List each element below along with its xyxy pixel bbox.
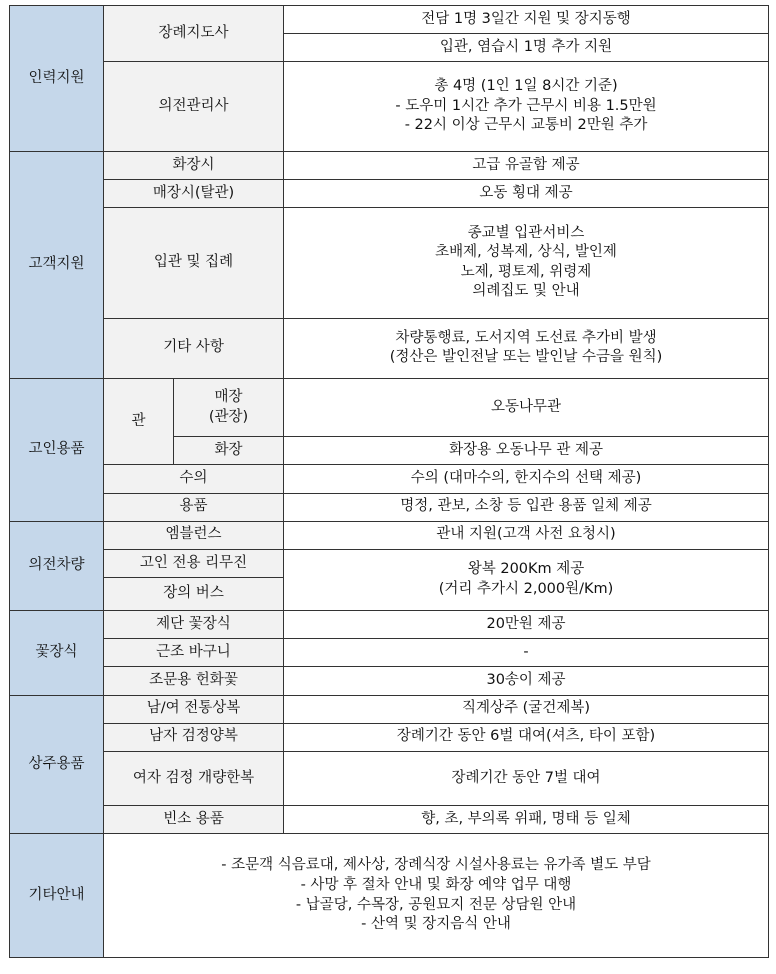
other-matters-line: (정산은 발인전날 또는 발인날 수금을 원칙) [389,349,663,366]
table-row [10,611,769,639]
supplies-label: 용품 [104,493,284,521]
cremation-coffin-value: 화장용 오동나무 관 제공 [284,437,769,465]
cremation-support-value: 고급 유골함 제공 [284,151,769,179]
burial-support-value: 오동 횡대 제공 [284,179,769,207]
other-info-line: - 조문객 식음료대, 제사상, 장례식장 시설사용료는 유가족 별도 부담 [221,857,651,874]
table-row [10,6,769,34]
other-matters-label: 기타 사항 [104,318,284,378]
encoffin-line: 의례집도 및 안내 [472,283,580,300]
cremation-coffin-label: 화장 [174,437,284,465]
altar-flowers-value: 20만원 제공 [284,611,769,639]
table-row [10,62,769,151]
shroud-label: 수의 [104,465,284,493]
funeral-service-table [9,5,769,958]
burial-coffin-label-line: (관장) [208,408,249,425]
burial-coffin-label [174,378,284,436]
womens-hanbok-label: 여자 검정 개량한복 [104,751,284,805]
category-customer: 고객지원 [10,151,104,378]
womens-hanbok-value: 장례기간 동안 7벌 대여 [284,751,769,805]
director-value-1: 전담 1명 3일간 지원 및 장지동행 [284,6,769,34]
traditional-mourning-value: 직계상주 (굴건제복) [284,695,769,723]
ambulance-value: 관내 지원(고객 사전 요청시) [284,521,769,549]
traditional-mourning-label: 남/여 전통상복 [104,695,284,723]
category-vehicle: 의전차량 [10,521,104,610]
wreath-basket-value: - [284,639,769,667]
burial-coffin-label-line: 매장 [214,389,243,405]
burial-coffin-value: 오동나무관 [284,378,769,436]
table-row [10,318,769,378]
bus-label: 장의 버스 [104,577,284,610]
table-row [10,667,769,695]
category-other: 기타안내 [10,834,104,958]
shroud-value: 수의 (대마수의, 한지수의 선택 제공) [284,465,769,493]
table-row [10,493,769,521]
manager-label: 의전관리사 [104,62,284,151]
coffin-label: 관 [104,378,174,464]
table-row [10,751,769,805]
manager-line: - 도우미 1시간 추가 근무시 비용 1.5만원 [395,97,657,114]
limousine-label: 고인 전용 리무진 [104,549,284,577]
vehicle-distance-value [284,549,769,610]
encoffin-label: 입관 및 집례 [104,208,284,319]
table-row [10,639,769,667]
table-row [10,465,769,493]
manager-value [284,62,769,151]
other-info-line: - 산역 및 장지음식 안내 [361,916,511,933]
table-row [10,208,769,319]
encoffin-line: 종교별 입관서비스 [467,224,585,241]
mens-suit-value: 장례기간 동안 6벌 대여(셔츠, 타이 포함) [284,723,769,751]
manager-line: - 22시 이상 근무시 교통비 2만원 추가 [404,117,648,134]
mens-suit-label: 남자 검정양복 [104,723,284,751]
category-deceased: 고인용품 [10,378,104,521]
vehicle-distance-line: 왕복 200Km 제공 [467,561,585,578]
cremation-support-label: 화장시 [104,151,284,179]
table-row [10,834,769,958]
director-value-2: 입관, 염습시 1명 추가 지원 [284,34,769,62]
offering-flowers-label: 조문용 헌화꽃 [104,667,284,695]
altar-supplies-value: 향, 초, 부의록 위패, 명태 등 일체 [284,806,769,834]
category-mourner: 상주용품 [10,695,104,834]
other-info-value [104,834,769,958]
other-matters-line: 차량통행료, 도서지역 도선료 추가비 발생 [395,329,657,346]
table-row [10,521,769,549]
burial-support-label: 매장시(탈관) [104,179,284,207]
table-row [10,695,769,723]
manager-line: 총 4명 (1인 1일 8시간 기준) [434,78,618,95]
director-label: 장례지도사 [104,6,284,62]
encoffin-line: 노제, 평토제, 위령제 [460,263,592,280]
altar-supplies-label: 빈소 용품 [104,806,284,834]
other-info-line: - 사망 후 절차 안내 및 화장 예약 업무 대행 [300,877,572,894]
category-flowers: 꽃장식 [10,611,104,695]
ambulance-label: 엠블런스 [104,521,284,549]
category-staff: 인력지원 [10,6,104,152]
table-row [10,549,769,577]
encoffin-value [284,208,769,319]
wreath-basket-label: 근조 바구니 [104,639,284,667]
other-matters-value [284,318,769,378]
encoffin-line: 초배제, 성복제, 상식, 발인제 [435,244,617,261]
table-row [10,378,769,436]
table-row [10,723,769,751]
other-info-line: - 납골당, 수목장, 공원묘지 전문 상담원 안내 [295,896,577,913]
offering-flowers-value: 30송이 제공 [284,667,769,695]
table-row [10,179,769,207]
table-row [10,151,769,179]
vehicle-distance-line: (거리 추가시 2,000원/Km) [438,580,614,597]
altar-flowers-label: 제단 꽃장식 [104,611,284,639]
supplies-value: 명정, 관보, 소창 등 입관 용품 일체 제공 [284,493,769,521]
table-row [10,806,769,834]
